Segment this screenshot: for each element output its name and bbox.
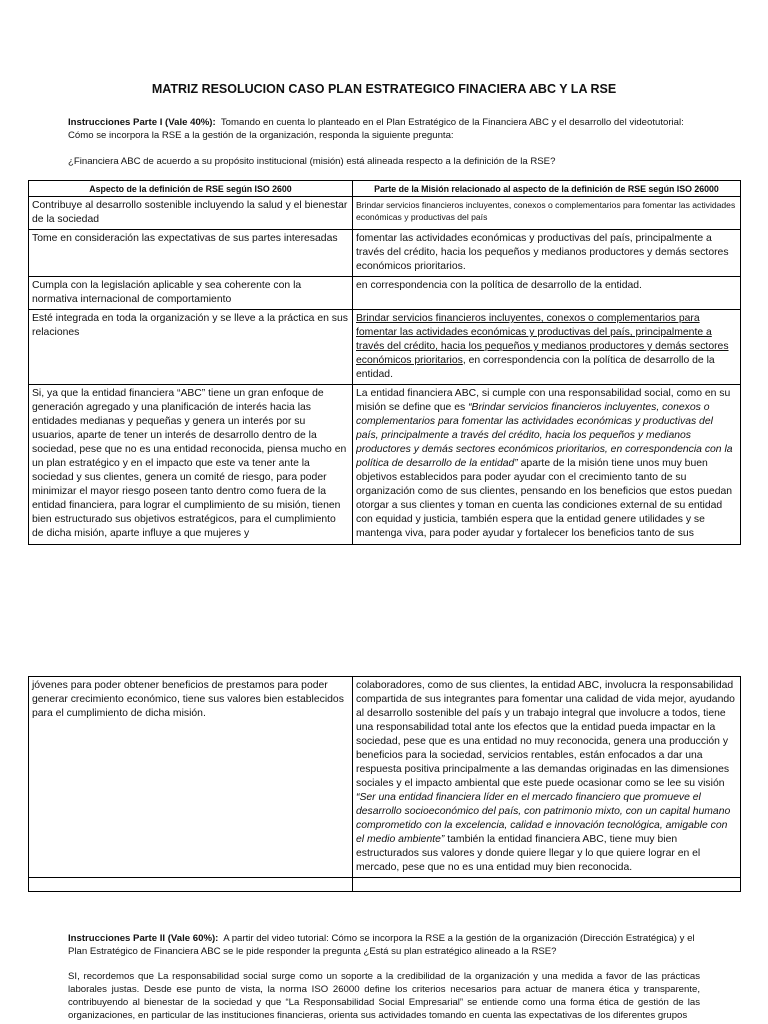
aspect-cell: Cumpla con la legislación aplicable y sea coherente con la normativa internacional de comportamiento (29, 277, 353, 310)
mission-cell: en correspondencia con la política de desarrollo de la entidad. (353, 277, 741, 310)
mission-cell: fomentar las actividades económicas y productivas del país, principalmente a través del crédito, hacia los pequeños y medianos productores y demás sectores económicos prioritarios. (353, 230, 741, 277)
part2-instructions (68, 932, 708, 958)
table-row (29, 197, 741, 230)
table-row-long (29, 385, 741, 545)
mission-cell (353, 310, 741, 385)
part2-label: Instrucciones Parte II (Vale 60%): (68, 933, 219, 944)
empty-cell (353, 878, 741, 892)
document-title: MATRIZ RESOLUCION CASO PLAN ESTRATEGICO FINACIERA ABC Y LA RSE (151, 82, 617, 96)
answer-text: Si, ya que la entidad financiera “ABC” tiene un gran enfoque de generación agregado y una planificación de interés hacia las entidades medianas y pequeñas y genera un interés por su usuarios, aparte de tener un interés de desarrollo dentro de la sociedad, pese que no es una entidad reconocida, piensa mucho en un plan estratégico y en el impacto que este va tener ante la sociedad y sus clientes, genera un comité de riesgo, para poder minimizar el mayor riesgo poseen tanto dentro como fuera de la entidad financiera, para lograr el cumplimiento de su misión, tienen bien estructurado sus objetivos estratégicos, para el cumplimiento de dicha misión, aparte influye a que mujeres y (32, 388, 347, 539)
aspect-cell: Contribuye al desarrollo sostenible incluyendo la salud y el bienestar de la sociedad (29, 197, 353, 230)
table-row (29, 310, 741, 385)
aspect-cell: Esté integrada en toda la organización y se lleve a la práctica en sus relaciones (29, 310, 353, 385)
empty-cell (29, 878, 353, 892)
justification-cell (353, 677, 741, 878)
table-row-long-continued (29, 677, 741, 878)
part2-answer: SI, recordemos que La responsabilidad social surge como un soporte a la credibilidad de la organización y una medida a favor de las prácticas laborales justas. Desde ese punto de vista, la norma ISO 26000 define los criterios necesarios para actuar de manera ética y transparente, contribuyendo al bienestar de la sociedad y que “La Responsabilidad Social Empresarial” se entiende como una forma ética de gestión de las organizaciones, en particular de las instituciones financieras, orienta sus actividades tomando en cuenta las expectativas de los diferentes grupos (68, 971, 700, 1021)
table-row-empty (29, 878, 741, 892)
aspect-cell: Tome en consideración las expectativas de sus partes interesadas (29, 230, 353, 277)
table-row (29, 277, 741, 310)
justification-continued: colaboradores, como de sus clientes, la entidad ABC, involucra la responsabilidad compartida de sus integrantes para fomentar una calidad de vida mejor, ayudando al desarrollo sostenible del país y un trabajo integral que involucre a todos, tiene una responsabilidad total ante los efectos que la entidad pueda impactar en la sociedad, pese que es una entidad no muy reconocida, genera una producción y beneficios para la sociedad, servicios rentables, están enfocados a dar una respuesta positiva principalmente a las demandas originadas en las dimensiones sociales y el impacto ambiental que este puede ocasionar como se lee su visión (356, 680, 735, 789)
part1-instructions (68, 116, 708, 142)
answer-cell (29, 385, 353, 545)
part2-text: A partir del video tutorial: Cómo se incorpora la RSE a la gestión de la organización (Dirección Estratégica) y el Plan Estratégico de Financiera ABC se le pide responder la pregunta ¿Está su plan estratégico alineado a la RSE? (68, 933, 695, 957)
justification-continued: aparte de la misión tiene unos muy buen objetivos establecidos para poder ayudar con el crecimiento tanto de su organización como de sus clientes, pensando en los beneficios que estos puedan otorgar a sus clientes y toman en cuenta las condiciones external de su entidad con equidad y justicia, también espera que la entidad genere utilidades y se mantenga viva, para poder ayudar y fortalecer los beneficios tanto de sus (356, 458, 733, 539)
alignment-table (28, 180, 741, 545)
mission-cell: Brindar servicios financieros incluyentes, conexos o complementarios para fomentar las actividades económicas y productivas del país (353, 197, 741, 230)
part1-text: Tomando en cuenta lo planteado en el Plan Estratégico de la Financiera ABC y el desarrollo del videotutorial: Cómo se incorpora la RSE a la gestión de la organización, responda la siguiente pregunta: (68, 117, 684, 141)
table-header-row (29, 181, 741, 197)
justification-intro: La entidad financiera ABC, si cumple con una responsabilidad social, como en su misión se define que es (356, 388, 731, 413)
answer-cell: jóvenes para poder obtener beneficios de prestamos para poder generar crecimiento económico, tiene sus valores bien establecidos para el cumplimiento de dicha misión. (29, 677, 353, 878)
mission-underlined: Brindar servicios financieros incluyentes, conexos o complementarios para fomentar las actividades económicas y productivas del país, principalmente a través del crédito, hacia los pequeños y medianos productores y demás sectores económicos prioritarios (356, 313, 729, 366)
mission-rest: , en correspondencia con la política de desarrollo de la entidad. (356, 355, 715, 380)
alignment-table-continued (28, 676, 741, 892)
table-row (29, 230, 741, 277)
part1-label: Instrucciones Parte I (Vale 40%): (68, 117, 216, 128)
header-mission: Parte de la Misión relacionado al aspecto de la definición de RSE según ISO 26000 (353, 181, 741, 197)
header-aspect: Aspecto de la definición de RSE según ISO 2600 (29, 181, 353, 197)
justification-cell (353, 385, 741, 545)
vision-quote: “Ser una entidad financiera líder en el mercado financiero que promueve el desarrollo socioeconómico del país, con patrimonio mixto, con un capital humano comprometido con la excelencia, calidad e innovación tecnológica, amigable con el medio ambiente” (356, 792, 731, 845)
part1-question: ¿Financiera ABC de acuerdo a su propósito institucional (misión) está alineada respecto a la definición de la RSE? (68, 156, 556, 167)
justification-text (356, 387, 737, 541)
mission-quote: “Brindar servicios financieros incluyentes, conexos o complementarios para fomentar las actividades económicas y productivas del país, principalmente a través del crédito, hacia los pequeños y medianos productores y demás sectores económicos prioritarios, en correspondencia con la política de desarrollo de la entidad” (356, 402, 733, 469)
justification-end: también la entidad financiera ABC, tiene muy bien estructurados sus valores y donde quiere llegar y lo que quiere lograr en el mercado, pese que no es una entidad muy bien reconocida. (356, 834, 701, 873)
